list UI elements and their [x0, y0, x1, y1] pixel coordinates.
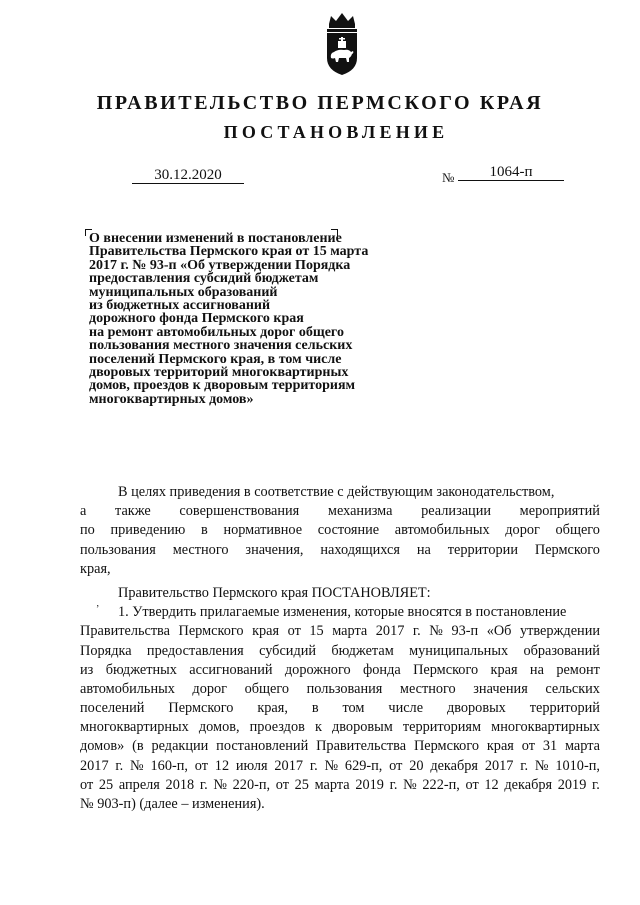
word: края	[252, 623, 280, 640]
word: 160-п,	[150, 757, 188, 774]
word: Пермского	[413, 738, 479, 755]
word: 220-п,	[232, 776, 271, 793]
word: от	[465, 776, 479, 793]
word: 25	[98, 776, 114, 793]
word: г.	[199, 776, 208, 793]
word: апреля	[118, 776, 160, 793]
word: домов,	[198, 719, 240, 736]
word: пользования	[80, 541, 156, 558]
word: нормативное	[223, 522, 303, 539]
word: также	[115, 503, 151, 520]
word: г.	[592, 776, 600, 793]
document-body	[80, 483, 600, 814]
word: «Об	[486, 623, 512, 640]
subject-line: О внесении изменений в постановление	[89, 231, 342, 246]
word: края,	[257, 700, 288, 717]
word: а	[80, 503, 87, 520]
word: совершенствования	[179, 503, 300, 520]
word: автомобильных	[394, 522, 490, 539]
word: дорожного	[284, 661, 351, 678]
word: дворовым	[332, 719, 393, 736]
word: значения	[473, 680, 528, 697]
item1-line: 1. Утвердить прилагаемые изменения, которые вносятся в постановление	[118, 604, 567, 621]
word: проездов	[249, 719, 305, 736]
word: 20	[409, 757, 424, 774]
item1-line: № 903-п) (далее – изменения).	[80, 796, 265, 812]
word: 2017	[80, 757, 109, 774]
word: от	[80, 776, 94, 793]
word: №	[324, 757, 339, 774]
subject-line: из бюджетных ассигнований	[89, 298, 271, 314]
word: 629-п,	[344, 757, 383, 774]
word: 2017	[484, 757, 514, 774]
word: 93-п	[451, 623, 479, 640]
crown-icon	[329, 13, 355, 28]
margin-mark: ʼ	[96, 604, 100, 615]
word: г.	[412, 623, 421, 640]
preamble-line	[80, 541, 600, 560]
word: 2017	[375, 623, 405, 640]
word: территории	[447, 541, 518, 558]
word: многоквартирных	[80, 719, 189, 736]
item1-line	[80, 661, 600, 680]
word: 15	[309, 623, 324, 640]
document-date: 30.12.2020	[154, 167, 222, 183]
subject-line: дорожного фонда Пермского края	[89, 311, 304, 327]
word: 25	[294, 776, 309, 793]
word: от	[275, 776, 289, 793]
word: Правительства	[316, 738, 407, 755]
word: 12	[484, 776, 499, 793]
item1-line	[80, 642, 600, 661]
subject-line: Правительства Пермского края от 15 марта	[89, 244, 369, 260]
item1-line	[80, 680, 600, 699]
word: Пермского	[534, 541, 600, 558]
word: бюджетам	[331, 642, 394, 659]
word: от	[389, 757, 403, 774]
subject-line: 2017 г. № 93-п «Об утверждении Порядка	[89, 257, 351, 273]
word: края	[490, 661, 518, 678]
word: Правительства	[80, 623, 170, 640]
word: Пермского	[168, 700, 234, 717]
word: в	[201, 522, 208, 539]
date-underline	[132, 183, 244, 184]
word: Пермского	[178, 623, 244, 640]
word: от	[521, 738, 535, 755]
word: 222-п,	[422, 776, 460, 793]
subject-line: многоквартирных домов»	[89, 391, 254, 407]
word: №	[213, 776, 227, 793]
subject-line: на ремонт автомобильных дорог общего	[89, 324, 344, 340]
word: значения,	[245, 541, 304, 558]
word: из	[80, 661, 94, 678]
word: края	[486, 738, 514, 755]
word: 2018	[165, 776, 195, 793]
number-underline	[458, 180, 564, 181]
word: дорог	[505, 522, 540, 539]
word: №	[130, 757, 144, 774]
word: (в	[132, 738, 144, 755]
word: поселений	[80, 700, 145, 717]
subject-line: предоставления субсидий бюджетам	[89, 271, 319, 287]
word: на	[416, 541, 431, 558]
word: редакции	[151, 738, 209, 755]
word: декабря	[430, 757, 479, 774]
subject-line: поселений Пермского края, в том числе	[89, 351, 342, 367]
word: субсидий	[259, 642, 317, 659]
preamble-line: В целях приведения в соответствие с действующим законодательством,	[118, 484, 555, 500]
word: Пермского	[413, 661, 479, 678]
item1-line	[80, 757, 600, 776]
word: муниципальных	[409, 642, 509, 659]
word: №	[429, 623, 443, 640]
word: на	[529, 661, 544, 678]
word: утверждении	[519, 623, 600, 640]
gospel-book-icon	[338, 37, 346, 48]
word: постановлений	[216, 738, 309, 755]
word: ремонт	[556, 661, 600, 678]
word: дворовых	[446, 700, 506, 717]
word: г.	[115, 757, 124, 774]
word: мероприятий	[519, 503, 600, 520]
word: территорий	[529, 700, 600, 717]
subject-line: домов, проездов к дворовым территориям	[89, 378, 356, 394]
word: от	[287, 623, 301, 640]
word: фонда	[363, 661, 401, 678]
word: г.	[520, 757, 529, 774]
government-title: ПРАВИТЕЛЬСТВО ПЕРМСКОГО КРАЯ	[96, 92, 544, 114]
preamble-line: края,	[80, 560, 111, 577]
word: приведению	[110, 522, 186, 539]
item1-line	[80, 718, 600, 737]
word: общего	[244, 680, 290, 697]
word: дорог	[192, 680, 228, 697]
item1-line	[80, 737, 600, 756]
word: территориям	[402, 719, 482, 736]
word: сельских	[545, 680, 600, 697]
word: 2019	[355, 776, 384, 793]
document-subject	[89, 232, 389, 406]
word: №	[403, 776, 417, 793]
word: 31	[542, 738, 558, 755]
word: домов»	[80, 738, 125, 755]
word: марта	[564, 738, 600, 755]
document-type: ПОСТАНОВЛЕНИЕ	[223, 122, 449, 142]
item1-line	[80, 622, 600, 641]
word: местного	[172, 541, 229, 558]
word: автомобильных	[80, 680, 175, 697]
item1-line	[80, 776, 600, 795]
word: общего	[555, 522, 600, 539]
word: местного	[399, 680, 456, 697]
word: в	[311, 700, 319, 717]
word: числе	[388, 700, 424, 717]
word: 2019	[557, 776, 587, 793]
word: реализации	[421, 503, 492, 520]
word: г.	[389, 776, 398, 793]
word: Порядка	[80, 642, 132, 659]
preamble-line	[80, 521, 600, 540]
word: том	[342, 700, 365, 717]
word: №	[534, 757, 549, 774]
number-sign: №	[442, 170, 455, 185]
word: пользования	[306, 680, 383, 697]
preamble-line	[80, 502, 600, 521]
word: июля	[235, 757, 268, 774]
subject-line: муниципальных образований	[89, 284, 278, 300]
word: бюджетных	[105, 661, 177, 678]
word: многоквартирных	[491, 719, 600, 736]
word: к	[314, 719, 322, 736]
subject-line: дворовых территорий многоквартирных	[89, 365, 349, 381]
word: по	[80, 522, 95, 539]
word: марта	[314, 776, 350, 793]
document-number: 1064-п	[489, 164, 533, 180]
word: состояние	[317, 522, 380, 539]
word: 12	[214, 757, 230, 774]
item1-line	[80, 699, 600, 718]
subject-line: пользования местного значения сельских	[89, 338, 353, 354]
resolves-line: Правительство Пермского края ПОСТАНОВЛЯЕТ:	[118, 584, 431, 601]
word: 1010-п,	[555, 757, 600, 774]
word: ассигнований	[189, 661, 273, 678]
word: образований	[523, 642, 600, 659]
word: марта	[332, 623, 368, 640]
word: декабря	[504, 776, 553, 793]
word: от	[194, 757, 208, 774]
coat-of-arms-icon	[318, 12, 366, 78]
word: предоставления	[146, 642, 244, 659]
word: 2017	[274, 757, 303, 774]
word: г.	[309, 757, 318, 774]
word: находящихся	[320, 541, 400, 558]
word: механизма	[327, 503, 393, 520]
